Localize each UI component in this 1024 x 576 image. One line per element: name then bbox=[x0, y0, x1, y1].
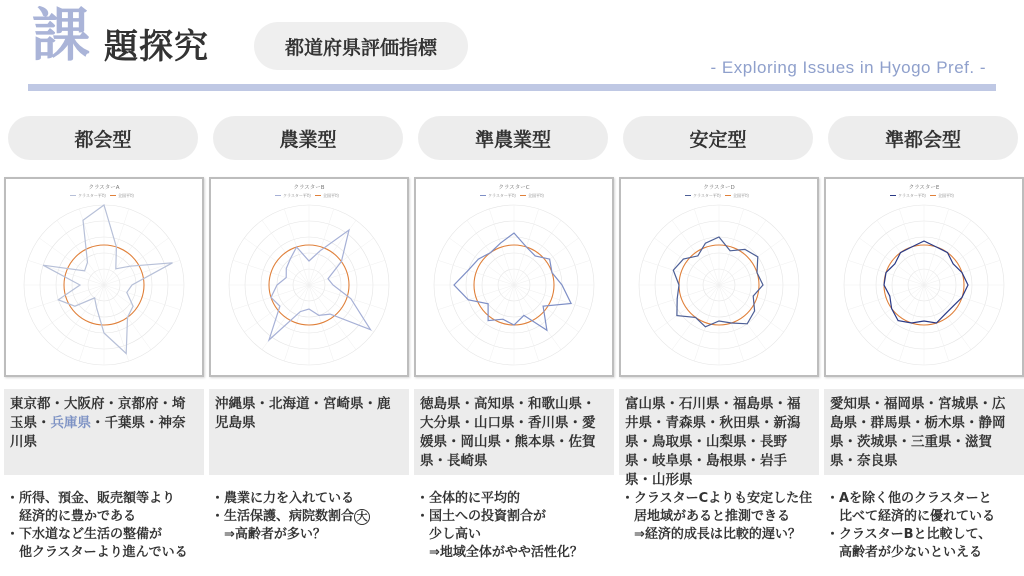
category-pill: 準農業型 bbox=[418, 116, 608, 160]
series-cluster-average bbox=[43, 205, 172, 354]
subtitle-pill: 都道府県評価指標 bbox=[254, 22, 468, 70]
note-line: 経済的に豊かである bbox=[6, 509, 137, 524]
page-title: 題探究 bbox=[104, 27, 209, 67]
column-jun-toshi bbox=[828, 116, 1022, 576]
note-line: ・全体的に平均的 bbox=[416, 491, 521, 506]
prefecture-list bbox=[414, 389, 614, 475]
chart-title: クラスターA bbox=[88, 185, 120, 191]
note-line: ・Aを除く他のクラスターと bbox=[826, 491, 992, 506]
circled-mark: 大 bbox=[354, 509, 370, 525]
column-antei bbox=[623, 116, 817, 576]
radar-chart-card bbox=[414, 177, 614, 377]
legend-cluster: クラスター平均 bbox=[78, 193, 106, 198]
note-line: 少し高い bbox=[416, 527, 482, 542]
radar-chart bbox=[416, 179, 612, 375]
prefecture-list bbox=[209, 389, 409, 475]
note-line: ⇒地域全体がやや活性化？ bbox=[416, 545, 583, 560]
note-line: ・クラスターCよりも安定した住 bbox=[621, 491, 813, 506]
legend-cluster: クラスター平均 bbox=[283, 193, 311, 198]
note-line: ・所得、預金、販売額等より bbox=[6, 491, 176, 506]
prefecture-text: 沖縄県・北海道・宮崎県・鹿児島県 bbox=[215, 396, 391, 431]
legend-cluster: クラスター平均 bbox=[693, 193, 721, 198]
title-divider bbox=[28, 84, 996, 91]
note-line bbox=[211, 508, 427, 526]
prefecture-text: 富山県・石川県・福島県・福井県・青森県・秋田県・新潟県・鳥取県・山梨県・長野県・岐阜県・島根県・岩手県・山形県 bbox=[625, 396, 801, 488]
radar-chart bbox=[826, 179, 1022, 375]
radar-chart-card bbox=[824, 177, 1024, 377]
column-toshi bbox=[8, 116, 202, 576]
legend-national: 全国平均 bbox=[118, 193, 134, 198]
category-pill: 準都会型 bbox=[828, 116, 1018, 160]
chart-title: クラスターD bbox=[703, 185, 735, 191]
notes bbox=[211, 490, 427, 544]
note-line: 他クラスターより進んでいる bbox=[6, 545, 188, 560]
radar-chart-card bbox=[619, 177, 819, 377]
prefecture-list bbox=[619, 389, 819, 488]
legend-cluster: クラスター平均 bbox=[488, 193, 516, 198]
notes bbox=[621, 490, 837, 544]
prefecture-text: 愛知県・福岡県・宮城県・広島県・群馬県・栃木県・静岡県・茨城県・三重県・滋賀県・奈良県 bbox=[830, 396, 1006, 469]
note-line: ・クラスターBと比較して、 bbox=[826, 527, 992, 542]
radar-chart bbox=[211, 179, 407, 375]
highlighted-prefecture: 兵庫県 bbox=[50, 415, 91, 431]
note-line: ・国土への投資割合が bbox=[416, 509, 547, 524]
chart-title: クラスターB bbox=[293, 185, 325, 191]
note-line: ・下水道など生活の整備が bbox=[6, 527, 163, 542]
note-line: ⇒高齢者が多い？ bbox=[211, 527, 326, 542]
notes bbox=[6, 490, 222, 562]
radar-chart-card bbox=[4, 177, 204, 377]
radar-chart-card bbox=[209, 177, 409, 377]
note-line: 居地域があると推測できる bbox=[621, 509, 791, 524]
note-line: ⇒経済的成長は比較的遅い？ bbox=[621, 527, 801, 542]
category-pill: 農業型 bbox=[213, 116, 403, 160]
chart-title: クラスターE bbox=[908, 185, 940, 191]
legend-national: 全国平均 bbox=[323, 193, 339, 198]
legend-national: 全国平均 bbox=[938, 193, 954, 198]
prefecture-list bbox=[824, 389, 1024, 475]
prefecture-text-rest: ・千葉県・神奈川県 bbox=[10, 415, 186, 450]
tagline: - Exploring Issues in Hyogo Pref. - bbox=[710, 58, 986, 77]
legend-cluster: クラスター平均 bbox=[898, 193, 926, 198]
column-jun-nogyo bbox=[418, 116, 612, 576]
note-line: 高齢者が少ないといえる bbox=[826, 545, 983, 560]
column-nogyo bbox=[213, 116, 407, 576]
chart-title: クラスターC bbox=[498, 185, 530, 191]
category-pill: 都会型 bbox=[8, 116, 198, 160]
prefecture-list bbox=[4, 389, 204, 475]
prefecture-text: 東京都・大阪府・京都府・埼玉県・ bbox=[10, 396, 186, 431]
note-line: 比べて経済的に優れている bbox=[826, 509, 996, 524]
radar-chart bbox=[621, 179, 817, 375]
radar-chart bbox=[6, 179, 202, 375]
note-text: ・生活保護、病院数割合 bbox=[211, 509, 355, 524]
prefecture-text: 徳島県・高知県・和歌山県・大分県・山口県・香川県・愛媛県・岡山県・熊本県・佐賀県・長崎県 bbox=[420, 396, 596, 469]
notes bbox=[416, 490, 632, 562]
legend-national: 全国平均 bbox=[733, 193, 749, 198]
category-pill: 安定型 bbox=[623, 116, 813, 160]
title-initial: 課 bbox=[32, 1, 89, 69]
legend-national: 全国平均 bbox=[528, 193, 544, 198]
notes bbox=[826, 490, 1016, 562]
note-line: ・農業に力を入れている bbox=[211, 491, 355, 506]
